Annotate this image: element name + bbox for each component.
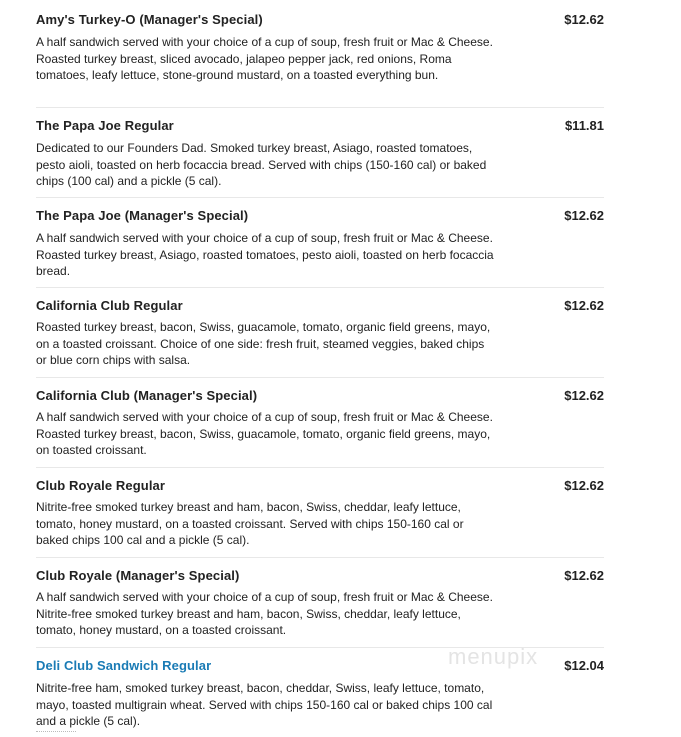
item-price: $12.62: [564, 208, 604, 223]
item-name: California Club Regular: [36, 298, 183, 313]
item-name: The Papa Joe Regular: [36, 118, 174, 133]
item-description: A half sandwich served with your choice of a cup of soup, fresh fruit or Mac & Cheese. Roasted turkey breast, Asiago, roasted tomatoes, pesto aioli, toasted on herb focaccia bread.: [36, 231, 494, 278]
item-price: $12.04: [564, 658, 604, 673]
item-name: California Club (Manager's Special): [36, 388, 258, 403]
menu-item: [36, 558, 604, 648]
menu-item: [36, 378, 604, 468]
item-name: The Papa Joe (Manager's Special): [36, 208, 249, 223]
menu-item: [36, 468, 604, 558]
item-name: Amy's Turkey-O (Manager's Special): [36, 12, 263, 27]
item-description: Nitrite-free ham, smoked turkey breast, bacon, cheddar, Swiss, leafy lettuce, tomato, mayo, toasted multigrain wheat. Served with chips 150-160 cal or baked chips 100 cal and a pickle (5 cal).: [36, 681, 493, 728]
item-price: $12.62: [564, 478, 604, 493]
menu-item: [36, 288, 604, 378]
menu-item: [36, 108, 604, 198]
watermark: menupix: [448, 644, 539, 669]
item-description: Dedicated to our Founders Dad. Smoked turkey breast, Asiago, roasted tomatoes, pesto aioli, toasted on herb focaccia bread. Served with chips (150-160 cal) or baked chips (100 cal) and a pickle (5 cal).: [36, 141, 487, 188]
item-name: Club Royale Regular: [36, 478, 166, 493]
item-name: Club Royale (Manager's Special): [36, 568, 240, 583]
item-description: Nitrite-free smoked turkey breast and ham, bacon, Swiss, cheddar, leafy lettuce, tomato, honey mustard, on a toasted croissant. Served with chips 150-160 cal or baked chips 100 cal and a pickle (5 cal).: [36, 500, 464, 547]
item-price: $12.62: [564, 12, 604, 27]
item-price: $12.62: [564, 388, 604, 403]
item-price: $11.81: [564, 118, 604, 133]
truncated-row-hint: [36, 731, 76, 733]
item-description: A half sandwich served with your choice of a cup of soup, fresh fruit or Mac & Cheese. Roasted turkey breast, sliced avocado, jalapeo pepper jack, red onions, Roma tomatoes, leafy lettuce, stone-ground mustard, on a toasted everything bun.: [36, 35, 493, 82]
menu-list: [36, 0, 604, 737]
item-price: $12.62: [564, 568, 604, 583]
item-description: A half sandwich served with your choice of a cup of soup, fresh fruit or Mac & Cheese. Nitrite-free smoked turkey breast and ham, bacon, Swiss, cheddar, leafy lettuce, tomato, honey mustard, on a toasted croissant.: [36, 590, 493, 637]
item-description: Roasted turkey breast, bacon, Swiss, guacamole, tomato, organic field greens, mayo, on a toasted croissant. Choice of one side: fresh fruit, steamed veggies, baked chips or blue corn chips with salsa.: [36, 320, 491, 367]
item-name-link[interactable]: Deli Club Sandwich Regular: [36, 658, 212, 673]
item-description: A half sandwich served with your choice of a cup of soup, fresh fruit or Mac & Cheese. Roasted turkey breast, bacon, Swiss, guacamole, tomato, organic field greens, mayo, on toasted croissant.: [36, 410, 493, 457]
menu-item: [36, 198, 604, 288]
menu-item: [36, 0, 604, 108]
item-price: $12.62: [564, 298, 604, 313]
